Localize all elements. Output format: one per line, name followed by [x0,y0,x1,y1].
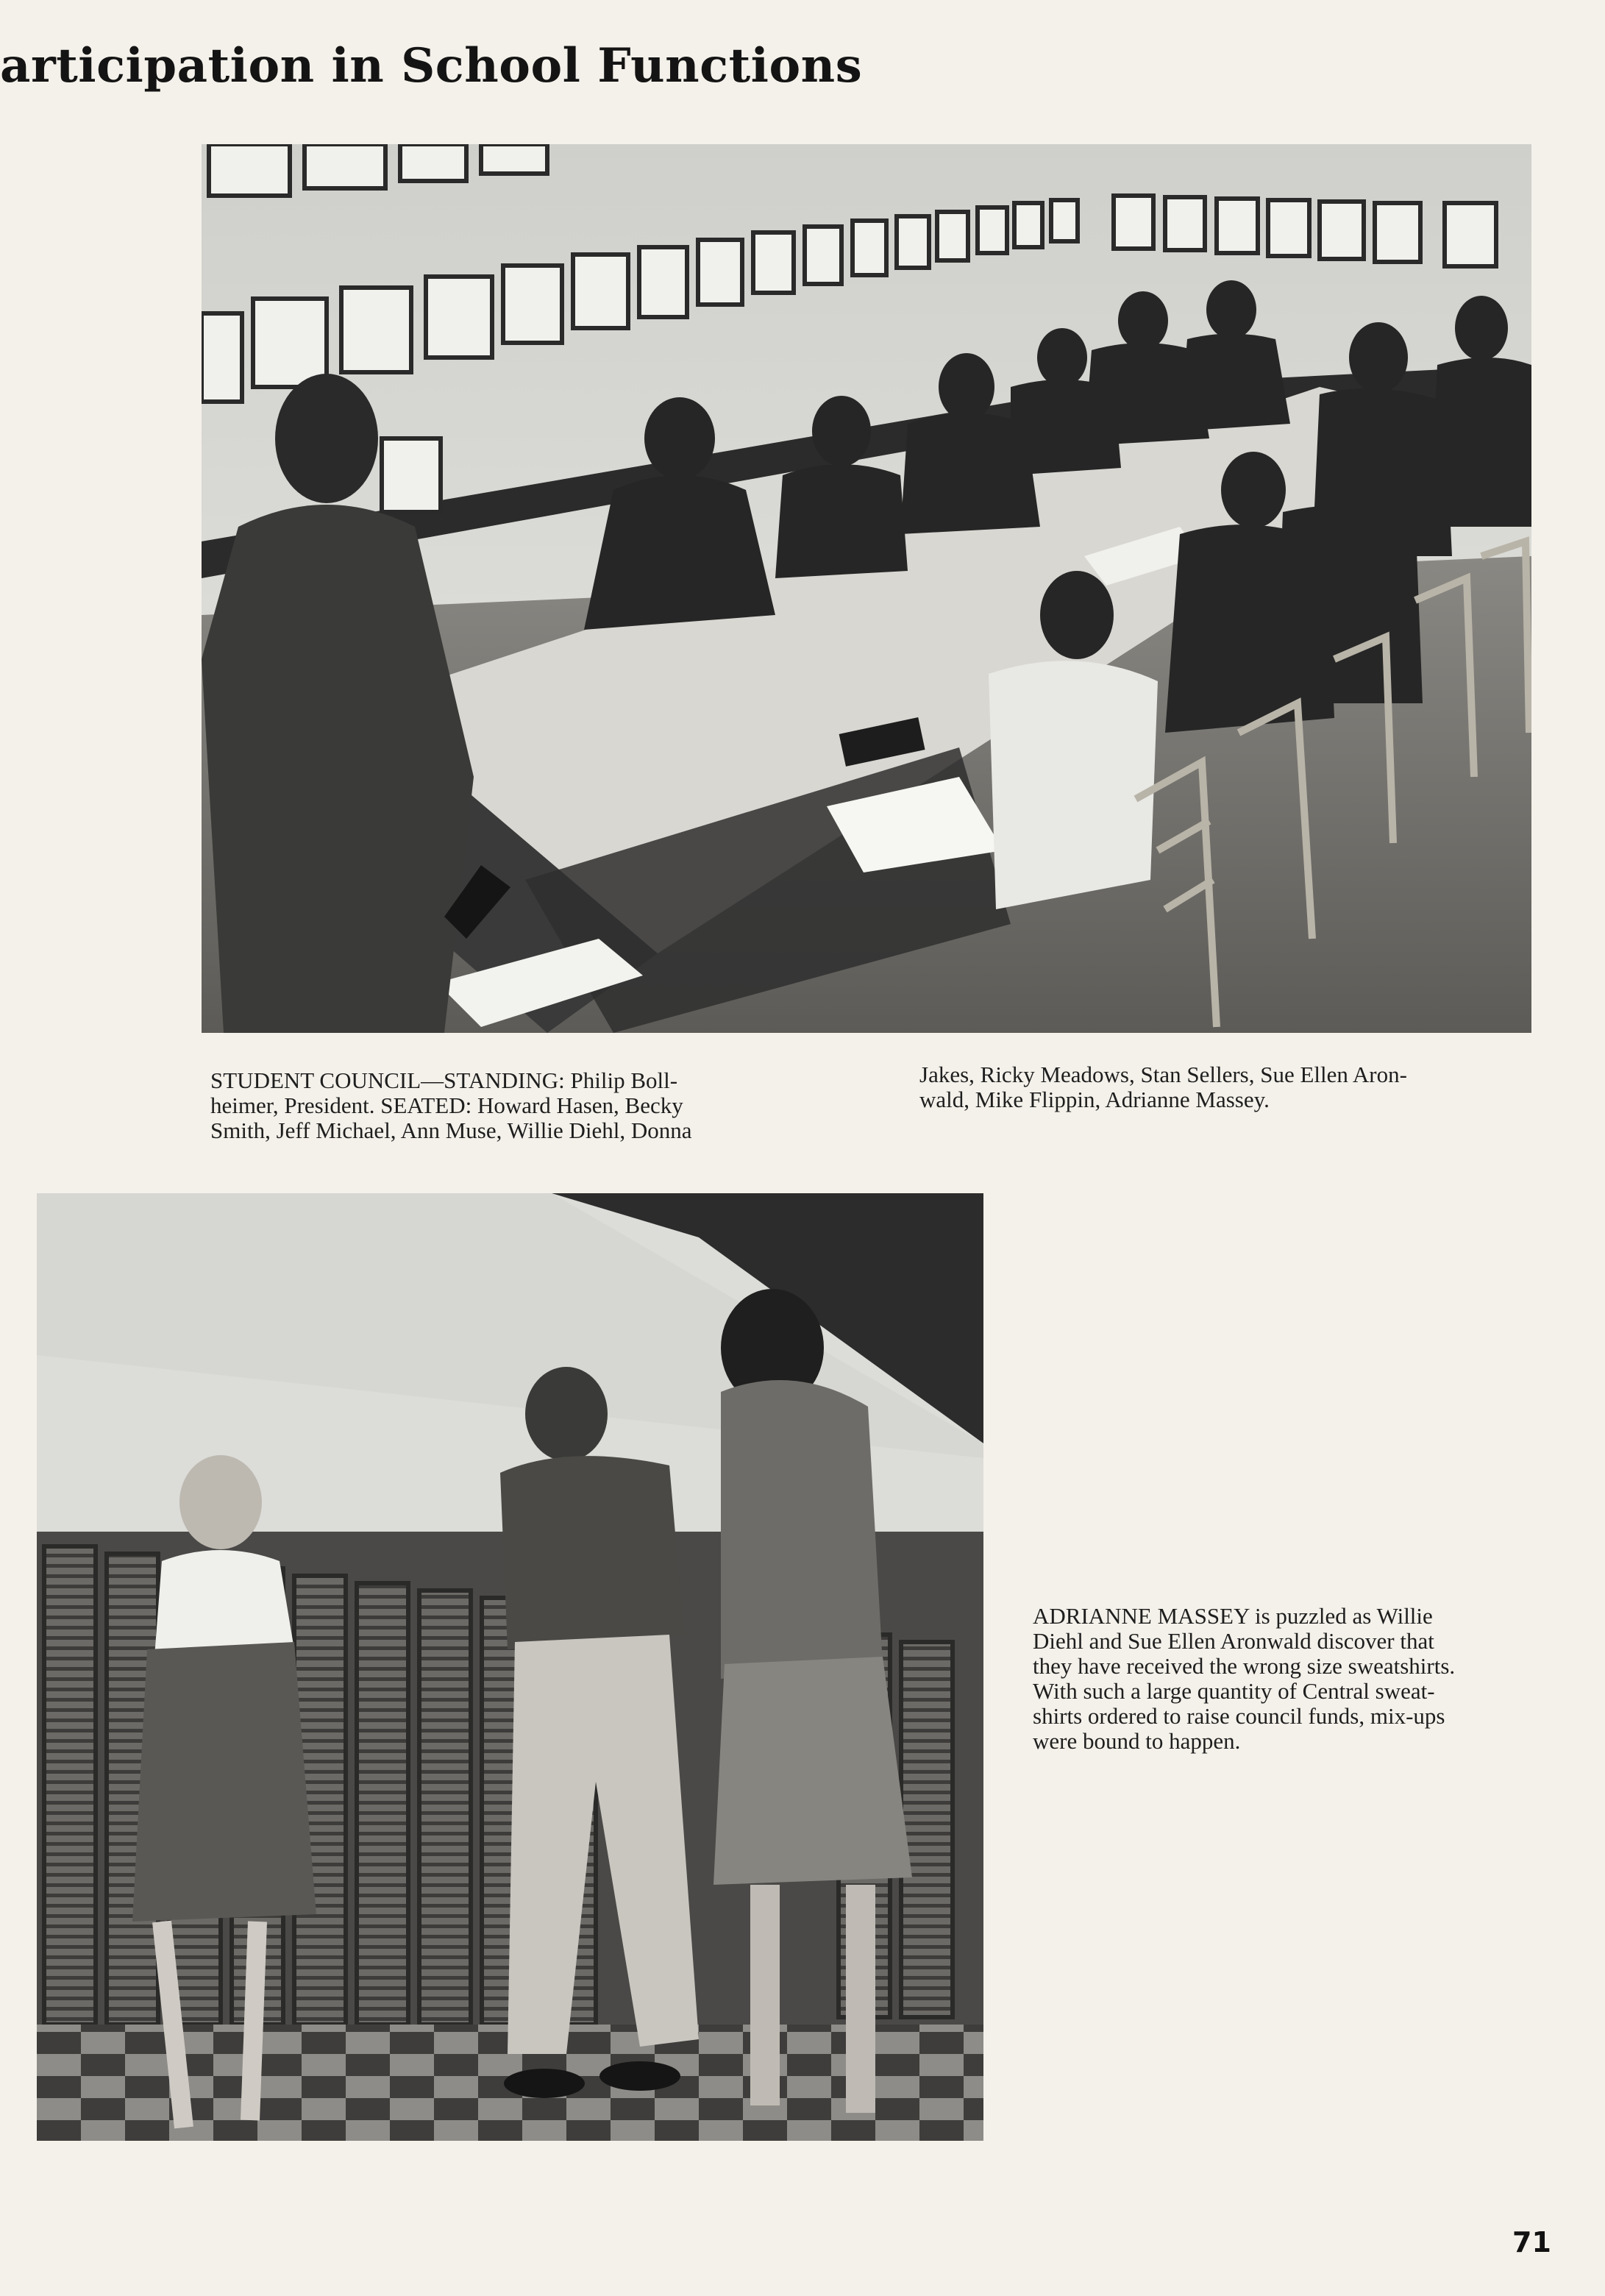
caption-line: shirts ordered to raise council funds, mix-ups [1033,1703,1445,1729]
sweatshirt-caption [1033,1604,1528,1754]
caption-line: STUDENT COUNCIL—STANDING: Philip Boll- [210,1067,678,1093]
page-number: 71 [1512,2226,1551,2258]
sweatshirt-lockers-photo [37,1193,983,2141]
caption-line: ADRIANNE MASSEY is puzzled as Willie [1033,1603,1433,1629]
caption-line: Jakes, Ricky Meadows, Stan Sellers, Sue Ellen Aron- [919,1062,1407,1087]
caption-line: were bound to happen. [1033,1728,1241,1754]
caption-line: Smith, Jeff Michael, Ann Muse, Willie Diehl, Donna [210,1117,692,1143]
caption-line: heimer, President. SEATED: Howard Hasen, Becky [210,1092,683,1118]
caption-line: Diehl and Sue Ellen Aronwald discover that [1033,1628,1434,1654]
student-council-photo [202,144,1531,1033]
council-caption-column-1 [210,1068,816,1143]
caption-line: wald, Mike Flippin, Adrianne Massey. [919,1087,1270,1112]
caption-line: With such a large quantity of Central sweat- [1033,1678,1435,1704]
page-title: articipation in School Functions [0,38,863,93]
caption-line: they have received the wrong size sweatshirts. [1033,1653,1456,1679]
council-caption-column-2 [919,1062,1527,1112]
